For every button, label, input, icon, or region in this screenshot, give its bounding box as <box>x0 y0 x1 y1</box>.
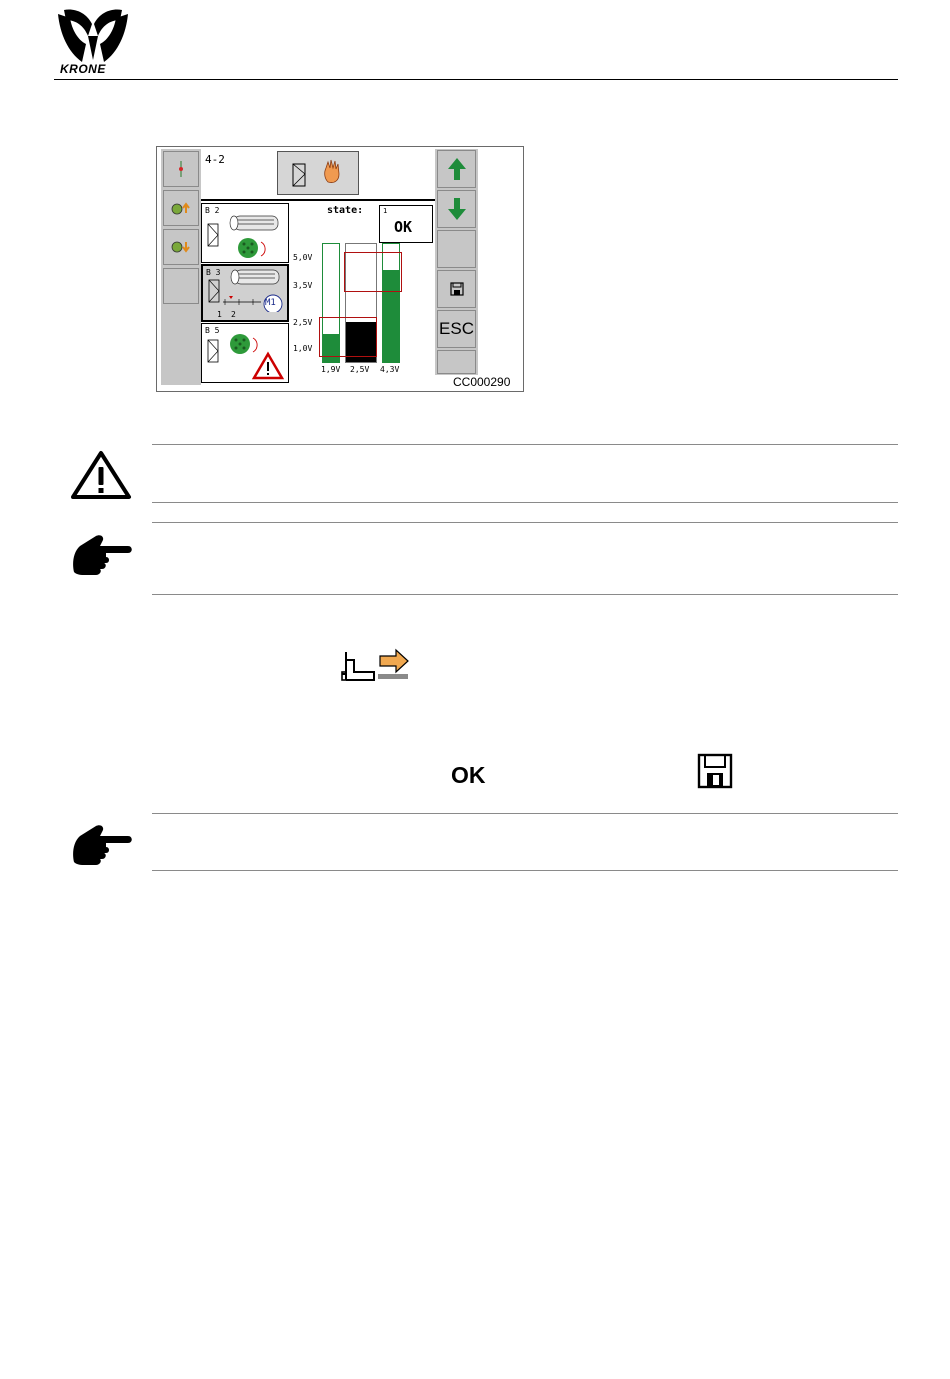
pointing-hand-icon <box>70 528 136 578</box>
empty-left-button[interactable] <box>163 268 199 304</box>
esc-label: ESC <box>439 319 474 338</box>
sensor-tile-b2[interactable] <box>201 203 289 263</box>
sensor-tile-b5[interactable] <box>201 323 289 383</box>
axis-label-3-5v: 3,5V <box>293 281 313 290</box>
lower-range-marker <box>319 317 377 357</box>
floppy-save-icon <box>697 753 733 789</box>
note2-bottom-rule <box>152 870 898 871</box>
terminal-screenshot <box>156 146 524 392</box>
sensor-label: B 5 <box>205 326 220 335</box>
scroll-down-button[interactable] <box>437 190 476 228</box>
sensor-adjust-arrow-icon <box>338 646 410 684</box>
brand-name: KRONE <box>60 62 106 76</box>
status-index: 1 <box>383 207 388 215</box>
note-bottom-rule <box>152 594 898 595</box>
sensor-tile-b3[interactable] <box>201 264 289 322</box>
motor-position-icon <box>205 266 289 312</box>
scale-label-2: 2 <box>231 310 236 319</box>
note2-top-rule <box>152 813 898 814</box>
ok-button-label: OK <box>451 762 486 788</box>
sensor-label: B 2 <box>205 206 220 215</box>
scale-label-1: 1 <box>217 310 222 319</box>
upper-range-marker <box>344 252 402 292</box>
empty-right-button-bottom[interactable] <box>437 350 476 374</box>
sensor-down-icon <box>164 230 198 264</box>
note-top-rule <box>152 522 898 523</box>
sensor-menu-button[interactable] <box>163 151 199 187</box>
axis-label-2-5v: 2,5V <box>293 318 313 327</box>
image-code: CC000290 <box>453 375 511 389</box>
warning-top-rule <box>152 444 898 445</box>
motor-label: M1 <box>265 298 276 308</box>
manual-hand-icon <box>278 152 358 194</box>
pointing-hand-icon <box>70 818 136 868</box>
warning-bottom-rule <box>152 502 898 503</box>
status-box <box>379 205 433 243</box>
page-up-sensor-button[interactable] <box>163 190 199 226</box>
floppy-icon <box>450 282 464 296</box>
title-divider <box>201 199 435 201</box>
save-button[interactable] <box>437 270 476 308</box>
status-text: OK <box>394 218 413 236</box>
scroll-up-button[interactable] <box>437 150 476 188</box>
sensor-dot-icon <box>164 152 198 186</box>
state-label: state: <box>327 205 364 216</box>
esc-button[interactable] <box>437 310 476 348</box>
bale-chamber-icon <box>204 214 288 262</box>
axis-label-5v: 5,0V <box>293 253 313 262</box>
axis-label-1v: 1,0V <box>293 344 313 353</box>
page-down-sensor-button[interactable] <box>163 229 199 265</box>
bar-label-3: 4,3V <box>380 365 400 374</box>
header-rule <box>54 79 898 80</box>
sensor-up-icon <box>164 191 198 225</box>
sensor-label: B 3 <box>206 268 221 277</box>
warning-icon <box>70 450 132 500</box>
sensor-warning-icon <box>204 332 288 382</box>
empty-right-button[interactable] <box>437 230 476 268</box>
arrow-down-icon <box>446 196 468 222</box>
manual-mode-indicator <box>277 151 359 195</box>
bar-label-1: 1,9V <box>321 365 341 374</box>
screen-id: 4-2 <box>205 153 225 166</box>
arrow-up-icon <box>446 156 468 182</box>
bar-label-2: 2,5V <box>350 365 370 374</box>
